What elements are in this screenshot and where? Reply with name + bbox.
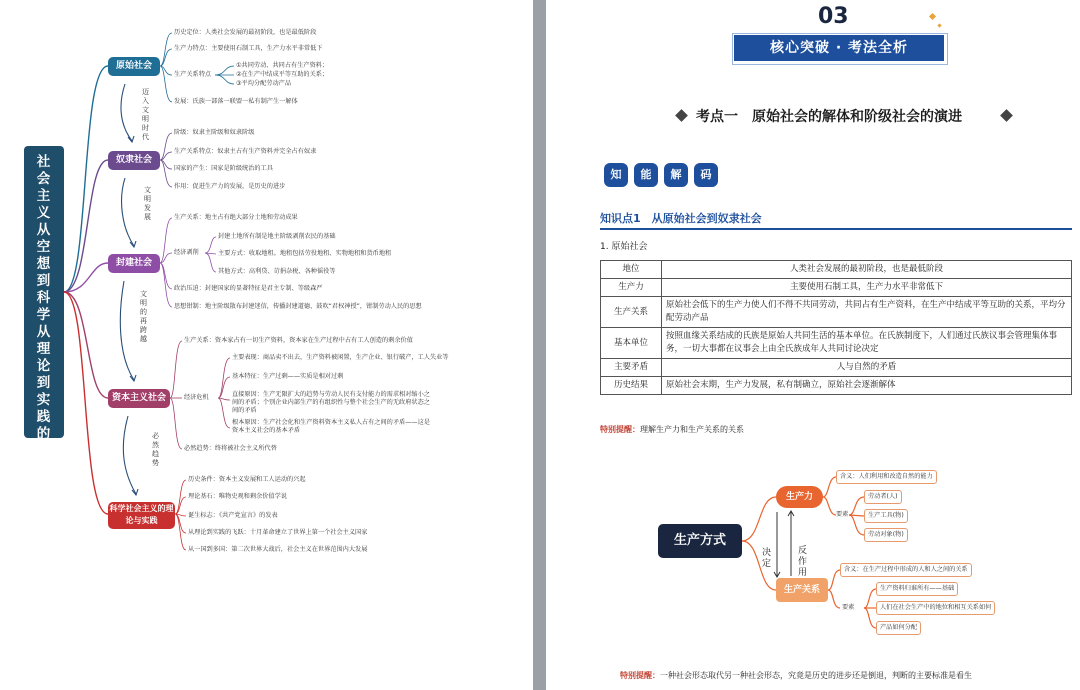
branch-text: 作用：促进生产力的发展，是历史的进步 xyxy=(174,183,286,190)
section-number: 03 xyxy=(818,4,849,29)
knowledge-point-title: 知识点1 从原始社会到奴隶社会 xyxy=(600,212,762,225)
row-key: 地位 xyxy=(601,261,662,279)
branch-text: 阶级：奴隶主阶级和奴隶阶级 xyxy=(174,129,255,136)
pf-meaning: 含义：人们利用和改造自然的能力 xyxy=(836,470,937,484)
rel-elements-label: 要素 xyxy=(842,604,855,611)
transition-label: 迈入文明时代 xyxy=(142,88,149,141)
pf-item: 劳动者(人) xyxy=(864,490,902,504)
tip-text: 一种社会形态取代另一种社会形态，究竟是历史的进步还是倒退，判断的主要标准是看生 xyxy=(660,671,972,680)
row-key: 生产关系 xyxy=(601,297,662,328)
pf-item: 劳动对象(物) xyxy=(864,528,908,542)
branch-text: 生产关系特点：奴隶主占有生产资料并完全占有奴隶 xyxy=(174,148,317,155)
tip-label: 特别提醒： xyxy=(600,424,640,434)
branch-text: 生产力特点：主要使用石制工具，生产力水平非常低下 xyxy=(174,45,323,52)
react-label: 反作用 xyxy=(798,546,808,578)
branch-text: 国家的产生：国家是阶级统治的工具 xyxy=(174,165,273,172)
pill-char: 解 xyxy=(664,163,688,187)
branch-text: 根本原因：生产社会化和生产资料资本主义私人占有之间的矛盾——这是资本主义社会的基本矛盾 xyxy=(232,419,430,434)
branch-text: 封建土地所有制是地主阶级剥削农民的基础 xyxy=(218,233,336,240)
branch-text: 经济剥削 xyxy=(174,249,199,256)
branch-text: 理论基石：唯物史观和剩余价值学说 xyxy=(188,493,287,500)
node-scientific-socialism: 科学社会主义的理论与实践 xyxy=(108,502,175,529)
pf-elements-label: 要素 xyxy=(836,511,849,518)
row-value: 主要使用石制工具，生产力水平非常低下 xyxy=(662,279,1072,297)
row-key: 基本单位 xyxy=(601,328,662,359)
transition-label: 文明发展 xyxy=(144,186,151,221)
branch-text: 生产关系：资本家占有一切生产资料，资本家在生产过程中占有工人创造的剩余价值 xyxy=(184,337,413,344)
branch-text: 生产关系：地主占有绝大部分土地和劳动成果 xyxy=(174,214,298,221)
row-key: 主要矛盾 xyxy=(601,359,662,377)
row-value: 人类社会发展的最初阶段，也是最低阶段 xyxy=(662,261,1072,279)
section-heading: 1. 原始社会 xyxy=(600,242,648,252)
branch-text: 生产关系特点 xyxy=(174,71,212,78)
branch-text: 发展：氏族一部落一联盟一私有制产生一解体 xyxy=(174,98,298,105)
transition-label: 文明的再跨越 xyxy=(140,290,147,343)
row-value: 原始社会低下的生产力使人们不得不共同劳动，共同占有生产资料，在生产中结成平等互助的关系，平均分配劳动产品 xyxy=(662,297,1072,328)
rel-item: 生产资料归谁所有——基础 xyxy=(876,582,958,596)
tip-note-bottom xyxy=(620,670,972,681)
mindmap-center: 生产方式 xyxy=(658,524,742,558)
branch-text: 历史条件：资本主义发展和工人运动的兴起 xyxy=(188,476,306,483)
left-page xyxy=(0,0,533,690)
decide-label: 决定 xyxy=(762,548,772,569)
branch-text: ③平均分配劳动产品 xyxy=(236,80,292,87)
tip-text: 理解生产力和生产关系的关系 xyxy=(640,425,744,434)
section-banner: 核心突破 · 考法全析 xyxy=(734,35,944,61)
rel-meaning: 含义：在生产过程中形成的人和人之间的关系 xyxy=(840,563,972,577)
row-value: 原始社会末期，生产力发展，私有制确立，原始社会逐渐解体 xyxy=(662,377,1072,395)
pill-char: 知 xyxy=(604,163,628,187)
pill-char: 码 xyxy=(694,163,718,187)
node-production-relations: 生产关系 xyxy=(776,578,828,602)
branch-text: 主要方式：收取地租。地租包括劳役地租、实物地租和货币地租 xyxy=(218,250,392,257)
branch-text: ①共同劳动、共同占有生产资料； xyxy=(236,62,329,69)
rel-item: 人们在社会生产中的地位和相互关系如何 xyxy=(876,601,995,615)
branch-text: 历史定位：人类社会发展的最初阶段，也是最低阶段 xyxy=(174,29,317,36)
branch-text: 经济危机 xyxy=(184,394,209,401)
branch-text: 直接原因：生产无限扩大的趋势与劳动人民有支付能力的需求相对缩小之间的矛盾；个别企业内部生产的有组织性与整个社会生产的无政府状态之间的矛盾 xyxy=(232,391,430,414)
branch-text: 诞生标志：《共产党宣言》的发表 xyxy=(188,512,278,519)
branch-text: 从理论到实践的飞跃：十月革命建立了世界上第一个社会主义国家 xyxy=(188,529,368,536)
node-primitive-society: 原始社会 xyxy=(108,57,160,76)
branch-text: 思想钳制：地主阶级散布封建迷信，传播封建道德，鼓吹“君权神授”，钳制劳动人民的思想 xyxy=(174,303,422,310)
pf-item: 生产工具(物) xyxy=(864,509,908,523)
node-capitalist-society: 资本主义社会 xyxy=(108,389,170,408)
right-page xyxy=(546,0,1080,690)
row-value: 人与自然的矛盾 xyxy=(662,359,1072,377)
branch-text: 其他方式：高利贷、苛捐杂税、各种徭役等 xyxy=(218,268,336,275)
rel-item: 产品如何分配 xyxy=(876,621,921,635)
branch-text: 政治压迫：封建国家的显著特征是君主专制、等级森严 xyxy=(174,285,323,292)
row-key: 历史结果 xyxy=(601,377,662,395)
mindmap-root-title: 社会主义从空想到科学从理论到实践的发展 xyxy=(24,146,64,438)
branch-text: 基本特征：生产过剩——实质是相对过剩 xyxy=(232,373,344,380)
pill-char: 能 xyxy=(634,163,658,187)
tip-label: 特别提醒： xyxy=(620,670,660,680)
node-productive-forces: 生产力 xyxy=(776,486,823,508)
branch-text: 主要表现：商品卖不出去，生产资料被闲置，生产企业、银行破产，工人失业等 xyxy=(232,354,449,361)
branch-text: 从一国到多国：第二次世界大战后，社会主义在世界范围内大发展 xyxy=(188,546,368,553)
node-slave-society: 奴隶社会 xyxy=(108,151,160,170)
branch-text: 必然趋势：终将被社会主义所代替 xyxy=(184,445,277,452)
node-feudal-society: 封建社会 xyxy=(108,254,160,273)
transition-label: 必然趋势 xyxy=(152,432,159,467)
row-value: 按照血缘关系结成的氏族是原始人共同生活的基本单位。在氏族制度下，人们通过氏族议事会管理集体事务，一切大事都在议事会上由全氏族成年人共同讨论决定 xyxy=(662,328,1072,359)
row-key: 生产力 xyxy=(601,279,662,297)
topic-title: 考点一 原始社会的解体和阶级社会的演进 xyxy=(696,109,962,125)
branch-text: ②在生产中结成平等互助的关系； xyxy=(236,71,329,78)
